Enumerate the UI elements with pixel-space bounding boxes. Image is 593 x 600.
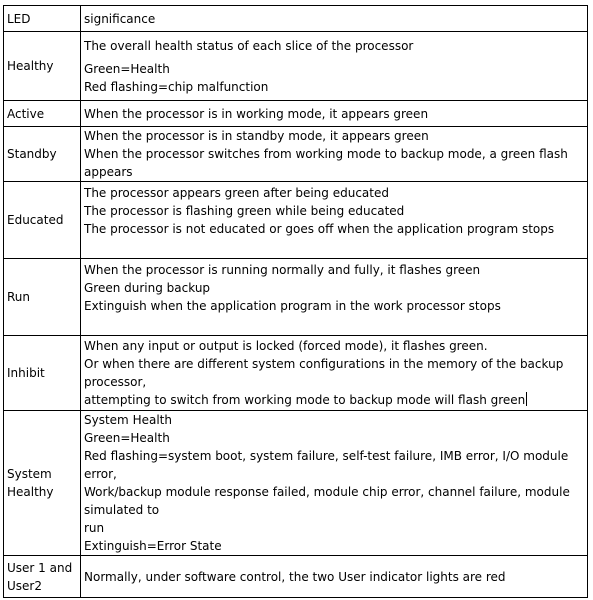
table-row-active	[4, 101, 588, 127]
header-significance: significance	[81, 6, 588, 32]
led-description-active	[81, 101, 588, 127]
description-line: Green=Health	[84, 431, 170, 445]
table-row-run	[4, 259, 588, 336]
led-description-run	[81, 259, 588, 336]
led-name-user-lights	[4, 556, 81, 598]
description-line: run	[84, 521, 105, 535]
table-row-educated	[4, 182, 588, 259]
description-line: The processor appears green after being educated	[84, 186, 389, 200]
description-line: System Health	[84, 413, 172, 427]
led-name-inhibit: Inhibit	[4, 336, 81, 411]
table-row-user-lights	[4, 556, 588, 598]
description-line-text: attempting to switch from working mode to backup mode will flash green	[84, 393, 526, 407]
description-line: When the processor is in working mode, it appears green	[84, 106, 429, 121]
description-line: When the processor is running normally and fully, it flashes green	[84, 263, 481, 277]
led-name-line: User2	[7, 578, 42, 593]
description-line: Extinguish when the application program in the work processor stops	[84, 299, 501, 313]
description-line: The processor is not educated or goes off when the application program stops	[84, 222, 555, 236]
description-line: Or when there are different system configurations in the memory of the backup processor,	[84, 357, 564, 389]
led-description-inhibit	[81, 336, 588, 411]
led-name-healthy: Healthy	[4, 32, 81, 101]
table-header-row	[4, 6, 588, 32]
description-line: The overall health status of each slice of the processor	[84, 38, 414, 53]
table-row-inhibit	[4, 336, 588, 411]
led-name-system-healthy	[4, 411, 81, 556]
led-description-healthy	[81, 32, 588, 101]
description-line: Work/backup module response failed, module chip error, channel failure, module simulated to	[84, 485, 570, 517]
table-row-standby	[4, 127, 588, 182]
table-row-healthy	[4, 32, 588, 101]
text-cursor	[526, 392, 527, 406]
table-row-system-healthy	[4, 411, 588, 556]
description-line: Red flashing=system boot, system failure, self-test failure, IMB error, I/O module error,	[84, 449, 569, 481]
led-name-active: Active	[4, 101, 81, 127]
description-line: Red flashing=chip malfunction	[84, 79, 269, 94]
led-name-standby: Standby	[4, 127, 81, 182]
led-name-line: User 1 and	[7, 560, 73, 575]
description-line: Normally, under software control, the two User indicator lights are red	[84, 569, 506, 584]
led-name-run: Run	[4, 259, 81, 336]
led-description-system-healthy	[81, 411, 588, 556]
description-line: When the processor is in standby mode, it appears green	[84, 129, 429, 143]
led-name-educated: Educated	[4, 182, 81, 259]
led-name-line: Healthy	[7, 485, 54, 499]
header-led: LED	[4, 6, 81, 32]
description-line: Green during backup	[84, 281, 211, 295]
led-significance-table	[3, 5, 588, 598]
led-description-educated	[81, 182, 588, 259]
description-line: When any input or output is locked (forced mode), it flashes green.	[84, 339, 488, 353]
description-line: The processor is flashing green while being educated	[84, 204, 405, 218]
description-line: Green=Health	[84, 61, 170, 76]
description-line	[84, 391, 584, 409]
description-line: When the processor switches from working mode to backup mode, a green flash appears	[84, 147, 568, 179]
led-description-user-lights	[81, 556, 588, 598]
led-name-line: System	[7, 467, 52, 481]
description-line: Extinguish=Error State	[84, 539, 222, 553]
led-description-standby	[81, 127, 588, 182]
